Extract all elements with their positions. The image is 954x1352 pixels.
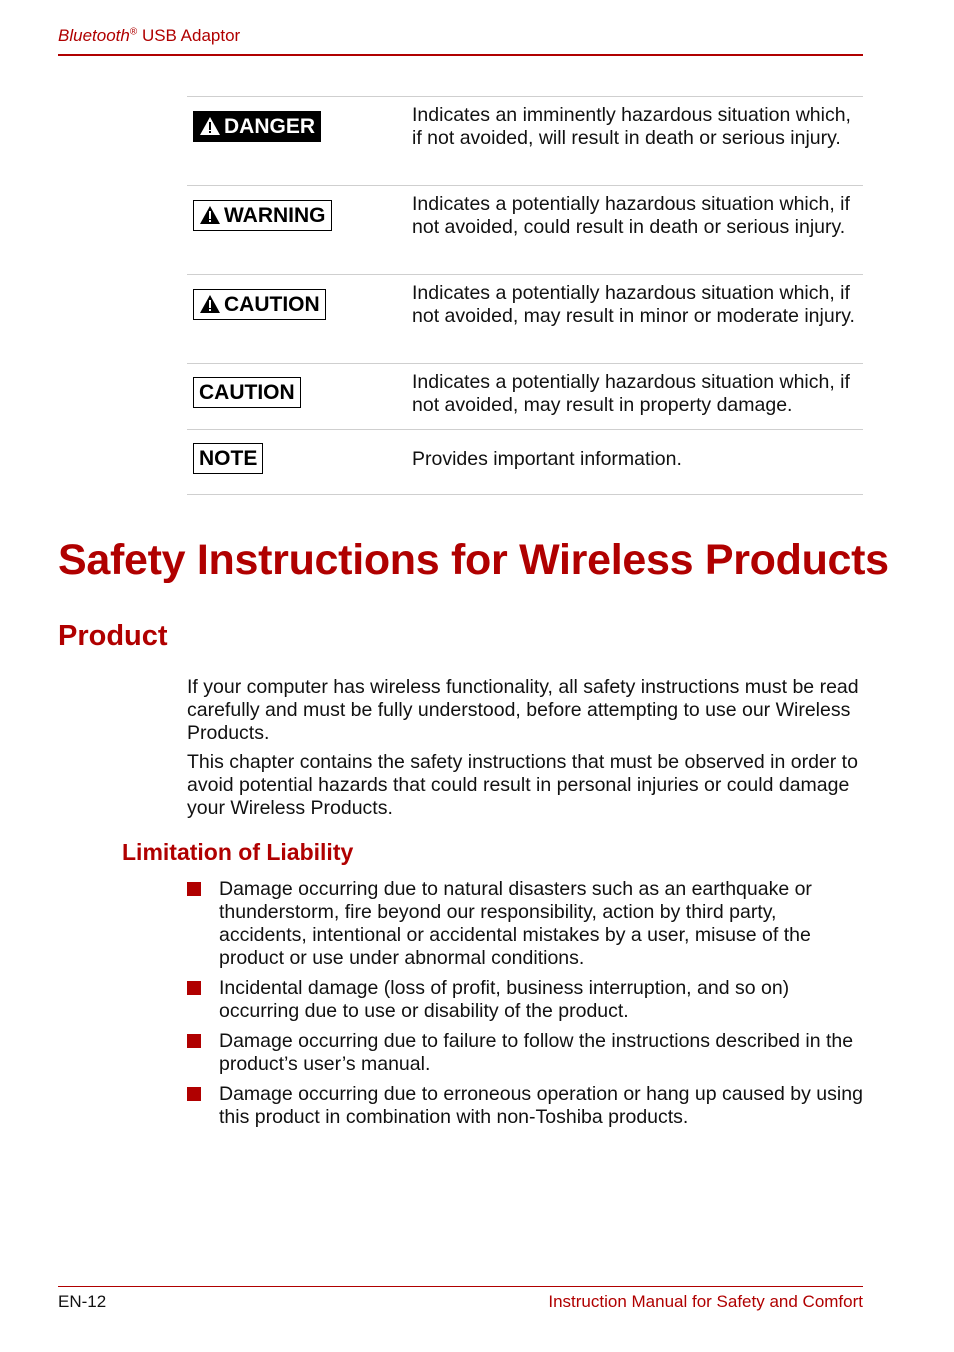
danger-badge bbox=[193, 111, 321, 142]
list-item bbox=[187, 878, 863, 970]
signal-label-cell bbox=[187, 186, 412, 274]
note-badge bbox=[193, 443, 263, 474]
square-bullet-icon bbox=[187, 1034, 201, 1048]
table-row bbox=[187, 186, 863, 275]
caution-badge-with-icon bbox=[193, 289, 326, 320]
chapter-paragraph: This chapter contains the safety instructions that must be observed in order to avoid potential hazards that could result in personal injuries or could damage your Wireless Products. bbox=[187, 751, 858, 819]
list-item-text: Damage occurring due to erroneous operation or hang up caused by using this product in combination with non-Toshiba products. bbox=[219, 1083, 863, 1128]
caution-badge bbox=[193, 377, 301, 408]
square-bullet-icon bbox=[187, 882, 201, 896]
section-heading: Product bbox=[58, 620, 168, 652]
list-item-text: Incidental damage (loss of profit, business interruption, and so on) occurring due to use or disability of the product. bbox=[219, 977, 790, 1022]
header-title-italic: Bluetooth bbox=[58, 26, 130, 45]
table-row bbox=[187, 275, 863, 364]
list-item bbox=[187, 977, 863, 1023]
header-registered-mark: ® bbox=[129, 26, 138, 38]
table-row bbox=[187, 97, 863, 186]
warning-badge bbox=[193, 200, 332, 231]
caution-description: Indicates a potentially hazardous situation which, if not avoided, may result in minor or moderate injury. bbox=[412, 282, 855, 327]
footer-rule bbox=[58, 1286, 863, 1287]
signal-label-cell bbox=[187, 97, 412, 185]
warning-triangle-icon bbox=[199, 116, 221, 136]
caution-label: CAUTION bbox=[199, 380, 295, 404]
signal-label-cell bbox=[187, 430, 412, 494]
header-title-rest: USB Adaptor bbox=[137, 26, 241, 45]
table-row bbox=[187, 364, 863, 430]
list-item bbox=[187, 1083, 863, 1129]
note-label: NOTE bbox=[199, 446, 258, 470]
caution-property-description: Indicates a potentially hazardous situation which, if not avoided, may result in property damage. bbox=[412, 371, 850, 416]
liability-list bbox=[187, 878, 863, 1136]
page-number: EN-12 bbox=[58, 1292, 107, 1311]
list-item-text: Damage occurring due to natural disasters such as an earthquake or thunderstorm, fire beyond our responsibility, action by third party, accidents, intentional or accidental mistakes by a user, misuse of the product or use under abnormal conditions. bbox=[219, 878, 812, 969]
danger-label: DANGER bbox=[224, 114, 316, 138]
warning-triangle-icon bbox=[199, 205, 221, 225]
intro-paragraph: If your computer has wireless functionality, all safety instructions must be read carefully and must be fully understood, before attempting to use our Wireless Products. bbox=[187, 676, 859, 744]
table-row bbox=[187, 430, 863, 495]
header-rule bbox=[58, 54, 863, 56]
note-description: Provides important information. bbox=[412, 448, 682, 470]
warning-label: WARNING bbox=[224, 203, 326, 227]
square-bullet-icon bbox=[187, 981, 201, 995]
footer-manual-title: Instruction Manual for Safety and Comfort bbox=[548, 1292, 863, 1311]
warning-triangle-icon bbox=[199, 294, 221, 314]
signal-label-cell bbox=[187, 364, 412, 429]
danger-description: Indicates an imminently hazardous situation which, if not avoided, will result in death or serious injury. bbox=[412, 104, 851, 149]
list-item-text: Damage occurring due to failure to follow the instructions described in the product’s user’s manual. bbox=[219, 1030, 854, 1075]
list-item bbox=[187, 1030, 863, 1076]
subsection-heading: Limitation of Liability bbox=[122, 839, 354, 865]
caution-label: CAUTION bbox=[224, 292, 320, 316]
running-header bbox=[58, 26, 240, 46]
signal-label-cell bbox=[187, 275, 412, 363]
warning-description: Indicates a potentially hazardous situation which, if not avoided, could result in death or serious injury. bbox=[412, 193, 850, 238]
signal-word-table bbox=[187, 96, 863, 495]
square-bullet-icon bbox=[187, 1087, 201, 1101]
page-title: Safety Instructions for Wireless Products bbox=[58, 536, 889, 584]
